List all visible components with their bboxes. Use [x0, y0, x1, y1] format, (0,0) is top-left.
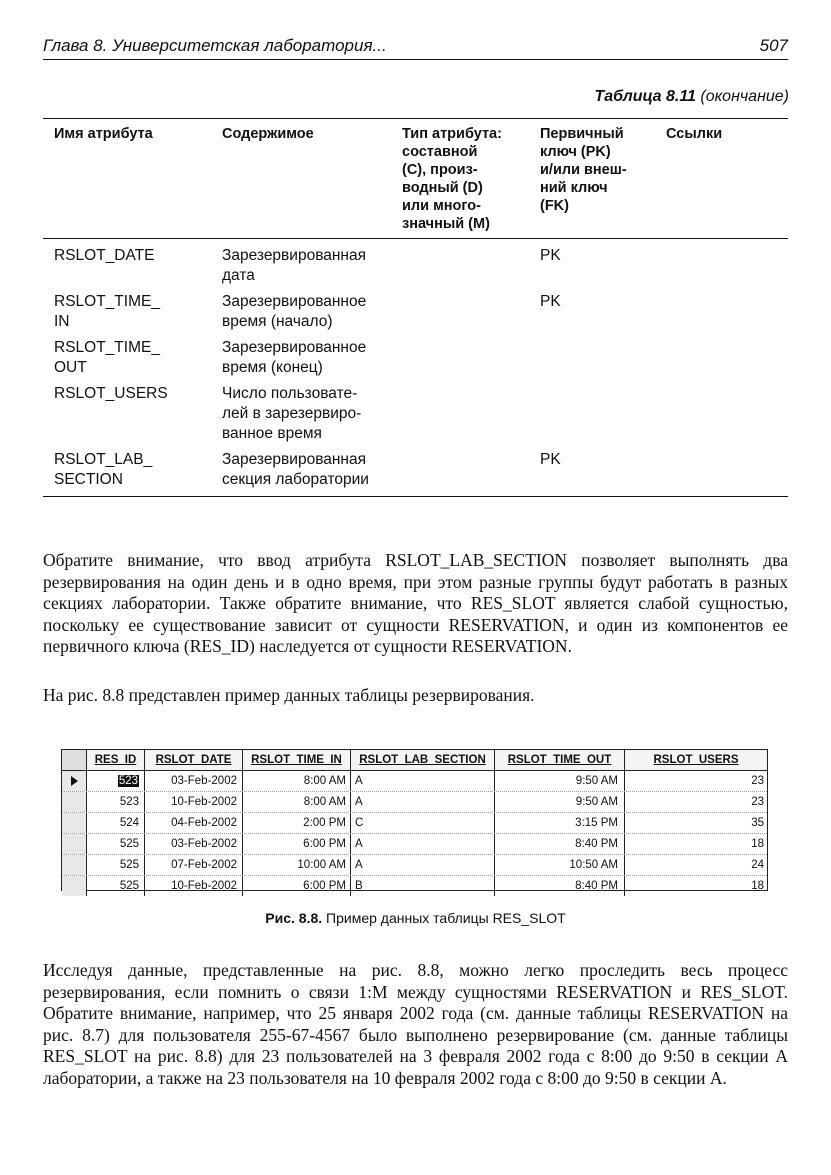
figure-caption-number: Рис. 8.8.	[265, 910, 323, 926]
column-header[interactable]: RSLOT_TIME_IN	[243, 750, 351, 770]
table-row[interactable]	[62, 876, 767, 896]
attribute-type	[402, 292, 540, 332]
attribute-key	[540, 384, 666, 444]
attribute-table	[43, 118, 788, 497]
column-header[interactable]: RSLOT_USERS	[653, 754, 739, 766]
record-selector[interactable]	[62, 792, 87, 812]
record-selector[interactable]	[62, 771, 87, 791]
cell-res-id[interactable]: 524	[87, 813, 145, 833]
table-row	[43, 332, 788, 378]
cell-lab-section[interactable]: A	[351, 792, 495, 812]
cell-date[interactable]: 10-Feb-2002	[145, 876, 243, 896]
attribute-type	[402, 384, 540, 444]
attribute-content: Зарезервированное время (начало)	[222, 293, 367, 330]
attribute-type	[402, 246, 540, 286]
cell-lab-section[interactable]: A	[351, 855, 495, 875]
table-row	[43, 444, 788, 496]
cell-lab-section[interactable]: A	[351, 771, 495, 791]
running-header	[43, 36, 788, 60]
table-caption	[594, 88, 789, 106]
body-paragraph: На рис. 8.8 представлен пример данных таблицы резервирования.	[43, 685, 535, 705]
attribute-type	[402, 450, 540, 490]
page-number: 507	[759, 36, 788, 55]
cell-users[interactable]: 23	[751, 775, 764, 787]
cell-date[interactable]: 03-Feb-2002	[145, 771, 243, 791]
record-selector[interactable]	[62, 855, 87, 875]
cell-lab-section[interactable]: A	[351, 834, 495, 854]
cell-lab-section[interactable]: B	[351, 876, 495, 896]
attribute-content: Зарезервированное время (конец)	[222, 339, 367, 376]
table-row[interactable]	[62, 855, 767, 876]
table-row[interactable]	[62, 771, 767, 792]
table-row	[43, 378, 788, 444]
table-row	[43, 239, 788, 286]
datasheet-header	[62, 750, 767, 771]
attribute-name: RSLOT_USERS	[54, 385, 168, 402]
cell-time-in[interactable]: 10:00 AM	[243, 855, 351, 875]
cell-users[interactable]: 23	[751, 796, 764, 808]
attribute-table-header	[43, 119, 788, 239]
cell-time-in[interactable]: 8:00 AM	[243, 771, 351, 791]
chapter-title: Глава 8. Университетская лаборатория...	[43, 36, 387, 55]
cell-date[interactable]: 07-Feb-2002	[145, 855, 243, 875]
cell-date[interactable]: 03-Feb-2002	[145, 834, 243, 854]
column-header[interactable]: RSLOT_TIME_OUT	[495, 750, 625, 770]
cell-res-id[interactable]: 523	[87, 792, 145, 812]
res-slot-datasheet	[61, 749, 768, 891]
cell-users[interactable]: 18	[751, 838, 764, 850]
attribute-ref	[666, 450, 788, 490]
cell-time-in[interactable]: 6:00 PM	[243, 834, 351, 854]
attribute-key	[540, 338, 666, 378]
figure-caption-text: Пример данных таблицы RES_SLOT	[322, 910, 566, 926]
table-row[interactable]	[62, 834, 767, 855]
figure-caption	[0, 910, 831, 926]
attribute-content: Число пользовате- лей в зарезервиро- ванное время	[222, 385, 362, 442]
cell-date[interactable]: 10-Feb-2002	[145, 792, 243, 812]
cell-time-in[interactable]: 2:00 PM	[243, 813, 351, 833]
cell-time-out[interactable]: 9:50 AM	[495, 771, 625, 791]
body-paragraph: Обратите внимание, что ввод атрибута RSLOT_LAB_SECTION позволяет выполнять два резервирования на один день и в одно время, при этом разные группы будут работать в разных секциях лаборатории. Также обратите внимание, что RES_SLOT является слабой сущностью, поскольку ее существование зависит от сущности RESERVATION, и один из компонентов ее первичного ключа (RES_ID) наследуется от сущности RESERVATION.	[43, 550, 788, 657]
cell-users[interactable]: 24	[751, 859, 764, 871]
cell-res-id[interactable]	[87, 771, 145, 791]
body-paragraph: Исследуя данные, представленные на рис. 8.8, можно легко проследить весь процесс резервирования, если помнить о связи 1:М между сущностями RESERVATION и RES_SLOT. Обратите внимание, например, что 25 января 2002 года (см. данные таблицы RESERVATION на рис. 8.7) для пользователя 255-67-4567 было выполнено резервирование (см. данные таблицы RES_SLOT на рис. 8.8) для 23 пользователей на 3 февраля 2002 года с 8:00 до 9:50 в секции А лаборатории, а также на 23 пользователя на 10 февраля 2002 года с 8:00 до 9:50 в секции А.	[43, 960, 788, 1088]
cell-time-out[interactable]: 8:40 PM	[495, 834, 625, 854]
attribute-name: RSLOT_LAB_ SECTION	[54, 451, 153, 488]
header-content: Содержимое	[222, 126, 314, 142]
record-selector[interactable]	[62, 813, 87, 833]
header-attribute-type: Тип атрибута: составной (С), произ- водный (D) или много- значный (М)	[402, 126, 502, 232]
select-all-cell[interactable]	[62, 750, 87, 770]
cell-time-out[interactable]: 10:50 AM	[495, 855, 625, 875]
attribute-ref	[666, 246, 788, 286]
attribute-key: PK	[540, 247, 561, 264]
attribute-content: Зарезервированная дата	[222, 247, 367, 284]
column-header[interactable]: RSLOT_LAB_SECTION	[351, 750, 495, 770]
header-key: Первичный ключ (PK) и/или внеш- ний ключ (FK)	[540, 126, 627, 214]
table-row[interactable]	[62, 792, 767, 813]
cell-time-in[interactable]: 8:00 AM	[243, 792, 351, 812]
cell-res-id[interactable]: 525	[87, 855, 145, 875]
header-attribute-name: Имя атрибута	[54, 126, 153, 142]
cell-users[interactable]: 35	[751, 817, 764, 829]
cell-res-id[interactable]: 525	[87, 876, 145, 896]
attribute-name: RSLOT_TIME_ IN	[54, 293, 160, 330]
column-header[interactable]: RES_ID	[87, 750, 145, 770]
attribute-content: Зарезервированная секция лаборатории	[222, 451, 369, 488]
cell-users[interactable]: 18	[751, 880, 764, 892]
attribute-ref	[666, 384, 788, 444]
cell-res-id[interactable]: 525	[87, 834, 145, 854]
header-references: Ссылки	[666, 126, 723, 142]
current-record-arrow-icon	[71, 776, 78, 786]
cell-lab-section[interactable]: C	[351, 813, 495, 833]
attribute-name: RSLOT_DATE	[54, 247, 155, 264]
cell-time-in[interactable]: 6:00 PM	[243, 876, 351, 896]
attribute-ref	[666, 292, 788, 332]
cell-time-out[interactable]: 8:40 PM	[495, 876, 625, 896]
selected-cell-value: 523	[118, 775, 138, 787]
attribute-type	[402, 338, 540, 378]
record-selector[interactable]	[62, 876, 87, 896]
attribute-ref	[666, 338, 788, 378]
record-selector[interactable]	[62, 834, 87, 854]
column-header[interactable]: RSLOT_DATE	[145, 750, 243, 770]
table-row	[43, 286, 788, 332]
cell-time-out[interactable]: 9:50 AM	[495, 792, 625, 812]
cell-time-out[interactable]: 3:15 PM	[495, 813, 625, 833]
table-caption-note: (окончание)	[695, 88, 789, 105]
table-caption-number: Таблица 8.11	[594, 88, 696, 105]
attribute-key: PK	[540, 451, 561, 468]
attribute-name: RSLOT_TIME_ OUT	[54, 339, 160, 376]
table-row[interactable]	[62, 813, 767, 834]
cell-date[interactable]: 04-Feb-2002	[145, 813, 243, 833]
attribute-key: PK	[540, 293, 561, 310]
